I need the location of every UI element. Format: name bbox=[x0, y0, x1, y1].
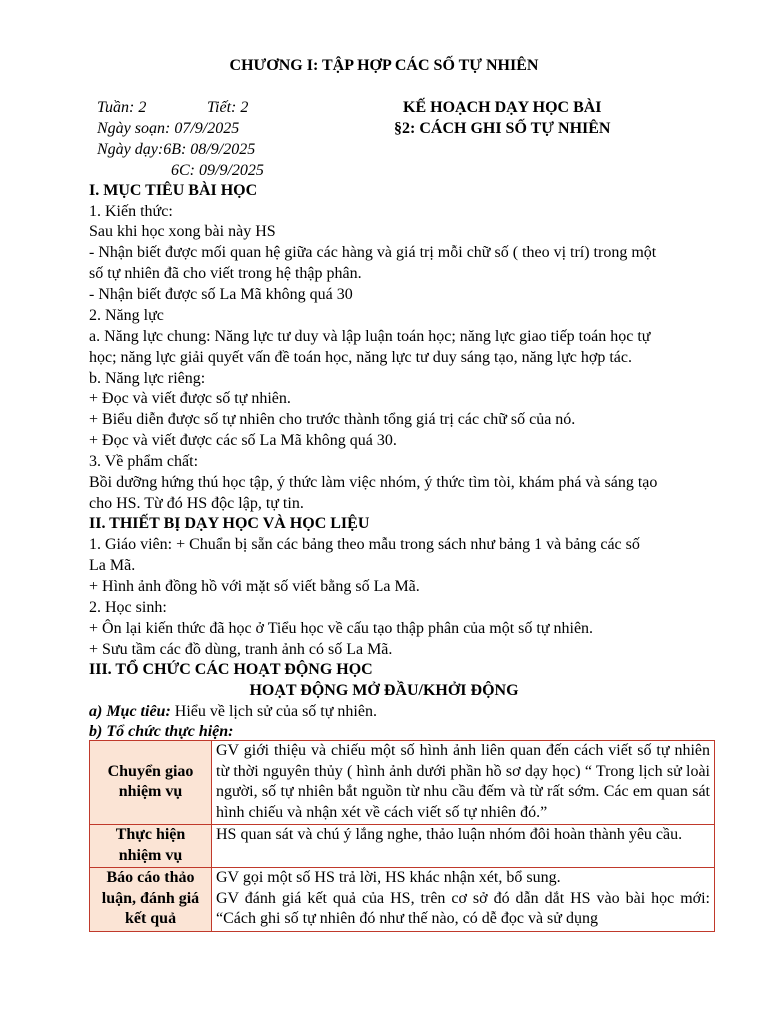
text-line: học; năng lực giải quyết vấn đề toán học, năng lực tư duy sáng tạo, năng lực hợp tác. bbox=[89, 349, 632, 366]
lesson-title: §2: CÁCH GHI SỐ TỰ NHIÊN bbox=[394, 120, 611, 137]
text-line: + Sưu tầm các đồ dùng, tranh ảnh có số La Mã. bbox=[89, 641, 393, 658]
row-header-line: kết quả bbox=[124, 910, 177, 927]
period-label: Tiết: 2 bbox=[207, 99, 249, 116]
section-heading: I. MỤC TIÊU BÀI HỌC bbox=[89, 182, 258, 199]
text-line: - Nhận biết được số La Mã không quá 30 bbox=[89, 286, 353, 303]
text-line: + Đọc và viết được các số La Mã không quá 30. bbox=[89, 432, 397, 449]
text-line: cho HS. Từ đó HS độc lập, tự tin. bbox=[89, 495, 304, 512]
objective-label: a) Mục tiêu: bbox=[89, 703, 171, 720]
objective-line bbox=[89, 702, 377, 722]
prep-date: Ngày soạn: 07/9/2025 bbox=[97, 120, 240, 137]
text-line: 1. Giáo viên: + Chuẩn bị sẵn các bảng theo mẫu trong sách như bảng 1 và bảng các số bbox=[89, 536, 640, 553]
text-line: La Mã. bbox=[89, 557, 136, 574]
row-header-line: nhiệm vụ bbox=[118, 783, 183, 800]
text-line: số tự nhiên đã cho viết trong hệ thập phân. bbox=[89, 265, 362, 282]
row-header bbox=[90, 741, 212, 825]
subsection-heading: 3. Về phẩm chất: bbox=[89, 453, 199, 470]
week-label: Tuần: 2 bbox=[97, 99, 147, 116]
row-content-line: GV đánh giá kết quả của HS, trên cơ sở đó dẫn dắt HS vào bài học mới: “Cách ghi số tự nhiên đó như thế nào, có dễ đọc và sử dụng bbox=[216, 889, 710, 927]
table-row bbox=[90, 741, 715, 825]
objective-text: Hiểu về lịch sử của số tự nhiên. bbox=[170, 703, 377, 720]
table-row bbox=[90, 868, 715, 932]
row-content: HS quan sát và chú ý lắng nghe, thảo luận nhóm đôi hoàn thành yêu cầu. bbox=[212, 825, 715, 868]
organization-label: b) Tổ chức thực hiện: bbox=[89, 723, 234, 740]
text-line: - Nhận biết được mối quan hệ giữa các hàng và giá trị mỗi chữ số ( theo vị trí) trong một bbox=[89, 244, 657, 261]
row-header-line: Thực hiện bbox=[115, 826, 186, 843]
text-line: Sau khi học xong bài này HS bbox=[89, 223, 276, 240]
chapter-title: CHƯƠNG I: TẬP HỢP CÁC SỐ TỰ NHIÊN bbox=[229, 57, 539, 74]
table-row bbox=[90, 825, 715, 868]
section-heading: II. THIẾT BỊ DẠY HỌC VÀ HỌC LIỆU bbox=[89, 515, 370, 532]
text-line: a. Năng lực chung: Năng lực tư duy và lập luận toán học; năng lực giao tiếp toán học tự bbox=[89, 328, 651, 345]
row-header-line: nhiệm vụ bbox=[118, 846, 183, 864]
row-content-line: GV gọi một số HS trả lời, HS khác nhận xét, bổ sung. bbox=[216, 869, 561, 886]
activity-table bbox=[89, 740, 715, 932]
row-header bbox=[90, 868, 212, 932]
row-header-line: Báo cáo thảo bbox=[106, 869, 195, 886]
row-header bbox=[90, 825, 212, 868]
activity-heading: HOẠT ĐỘNG MỞ ĐẦU/KHỞI ĐỘNG bbox=[249, 682, 519, 699]
subsection-heading: 2. Năng lực bbox=[89, 307, 164, 324]
section-heading: III. TỔ CHỨC CÁC HOẠT ĐỘNG HỌC bbox=[89, 661, 373, 678]
row-header-line: Chuyển giao bbox=[107, 762, 194, 780]
plan-title: KẾ HOẠCH DẠY HỌC BÀI bbox=[403, 99, 602, 116]
subsection-heading: 2. Học sinh: bbox=[89, 599, 167, 616]
text-line: b. Năng lực riêng: bbox=[89, 370, 206, 387]
text-line: + Đọc và viết được số tự nhiên. bbox=[89, 390, 291, 407]
text-line: + Hình ảnh đồng hồ với mặt số viết bằng số La Mã. bbox=[89, 578, 420, 595]
text-line: + Biểu diễn được số tự nhiên cho trước thành tổng giá trị các chữ số của nó. bbox=[89, 411, 576, 428]
text-line: + Ôn lại kiến thức đã học ở Tiểu học về cấu tạo thập phân của một số tự nhiên. bbox=[89, 620, 594, 637]
teach-date-6b: Ngày dạy:6B: 08/9/2025 bbox=[97, 141, 256, 158]
row-header-line: luận, đánh giá bbox=[101, 889, 200, 907]
text-line: Bồi dưỡng hứng thú học tập, ý thức làm việc nhóm, ý thức tìm tòi, khám phá và sáng tạo bbox=[89, 474, 658, 491]
row-content: GV giới thiệu và chiếu một số hình ảnh liên quan đến cách viết số tự nhiên từ thời nguyên thủy ( hình ảnh dưới phần hồ sơ dạy học) “ Trong lịch sử loài người, số tự nhiên bắt nguồn từ nhu cầu đếm và từ rất sớm. Các em quan sát hình chiếu và nhận xét về cách viết số tự nhiên đó.” bbox=[212, 741, 715, 825]
subsection-heading: 1. Kiến thức: bbox=[89, 203, 173, 220]
teach-date-6c: 6C: 09/9/2025 bbox=[171, 162, 264, 179]
row-content bbox=[212, 868, 715, 932]
